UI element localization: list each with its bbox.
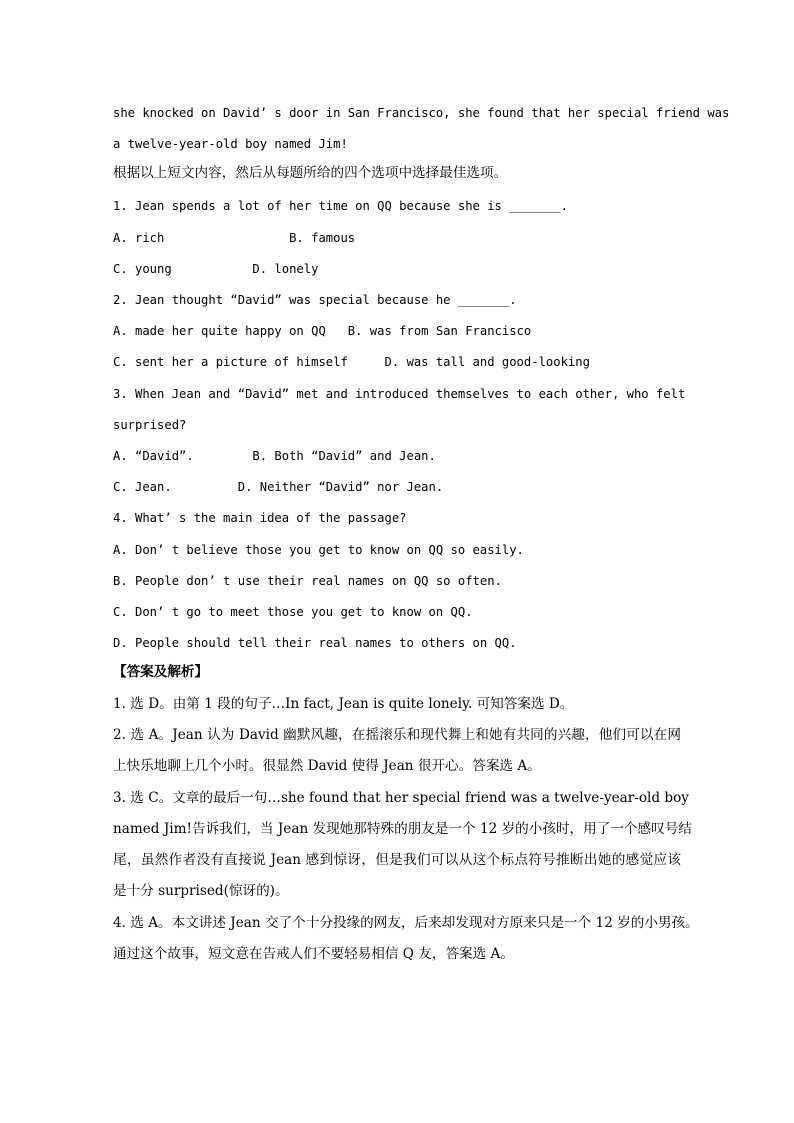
question-2-stem: 2. Jean thought “David” was special because he _______.: [113, 293, 517, 307]
answer-1: 1. 选 D。由第 1 段的句子…In fact, Jean is quite lonely. 可知答案选 D。: [113, 696, 574, 712]
answer-4-line-1: 4. 选 A。本文讲述 Jean 交了个十分投缘的网友，后来却发现对方原来只是一个 12 岁的小男孩。: [113, 915, 699, 931]
question-3-stem-line-1: 3. When Jean and “David” met and introduced themselves to each other, who felt: [113, 387, 686, 401]
question-2-options-row-2: C. sent her a picture of himself D. was tall and good-looking: [113, 355, 590, 369]
answer-2-line-1: 2. 选 A。Jean 认为 David 幽默风趣，在摇滚乐和现代舞上和她有共同的兴趣，他们可以在网: [113, 727, 681, 743]
question-1-options-row-1: A. rich B. famous: [113, 231, 356, 245]
question-2-options-row-1: A. made her quite happy on QQ B. was from San Francisco: [113, 324, 532, 338]
answer-3-line-1: 3. 选 C。文章的最后一句…she found that her special friend was a twelve-year-old boy: [113, 790, 689, 806]
question-4-option-a: A. Don’ t believe those you get to know on QQ so easily.: [113, 543, 524, 557]
question-3-stem-line-2: surprised?: [113, 418, 187, 432]
question-3-options-row-2: C. Jean. D. Neither “David” nor Jean.: [113, 480, 444, 494]
question-1-stem: 1. Jean spends a lot of her time on QQ because she is _______.: [113, 199, 568, 213]
answer-3-line-4: 是十分 surprised(惊讶的)。: [113, 883, 289, 899]
question-4-option-b: B. People don’ t use their real names on QQ so often.: [113, 574, 502, 588]
answers-heading: 【答案及解析】: [113, 664, 209, 680]
question-4-stem: 4. What’ s the main idea of the passage?: [113, 511, 407, 525]
question-3-options-row-1: A. “David”. B. Both “David” and Jean.: [113, 449, 436, 463]
passage-line-2: a twelve-year-old boy named Jim!: [113, 137, 348, 151]
answer-4-line-2: 通过这个故事，短文意在告戒人们不要轻易相信 Q 友，答案选 A。: [113, 946, 514, 962]
question-4-option-c: C. Don’ t go to meet those you get to know on QQ.: [113, 605, 473, 619]
answer-3-line-3: 尾，虽然作者没有直接说 Jean 感到惊讶，但是我们可以从这个标点符号推断出她的感觉应该: [113, 852, 681, 868]
question-4-option-d: D. People should tell their real names to others on QQ.: [113, 636, 517, 650]
passage-line-1: she knocked on David’ s door in San Francisco, she found that her special friend was: [113, 106, 730, 120]
answer-2-line-2: 上快乐地聊上几个小时。很显然 David 使得 Jean 很开心。答案选 A。: [113, 758, 541, 774]
instructions: 根据以上短文内容，然后从每题所给的四个选项中选择最佳选项。: [113, 165, 508, 181]
answer-3-line-2: named Jim!告诉我们，当 Jean 发现她那特殊的朋友是一个 12 岁的小孩时，用了一个感叹号结: [113, 821, 692, 837]
question-1-options-row-2: C. young D. lonely: [113, 262, 319, 276]
